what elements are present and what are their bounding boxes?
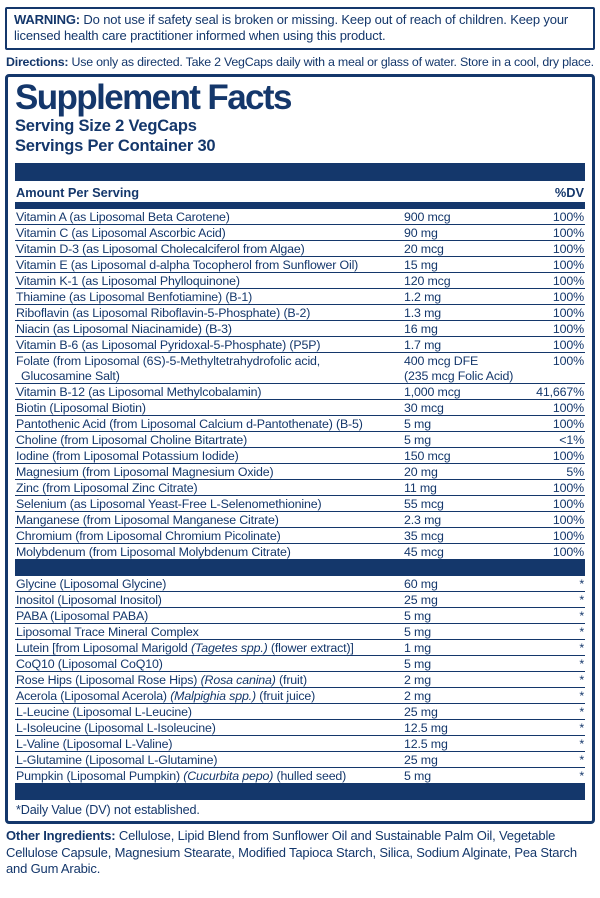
column-header-row	[15, 181, 585, 202]
ingredient-name: Iodine (from Liposomal Potassium Iodide)	[16, 448, 239, 463]
ingredient-dv: 5%	[566, 464, 584, 479]
ingredient-name: L-Leucine (Liposomal L-Leucine)	[16, 704, 192, 719]
ingredient-dv: *	[579, 608, 584, 623]
ingredient-amount: 120 mcg	[404, 273, 451, 288]
vitamins-minerals-section	[15, 209, 585, 559]
table-row	[15, 241, 585, 257]
ingredient-dv: 100%	[552, 512, 584, 527]
table-row	[15, 576, 585, 592]
table-row	[15, 448, 585, 464]
ingredient-amount: 11 mg	[404, 480, 437, 495]
ingredient-name: PABA (Liposomal PABA)	[16, 608, 149, 623]
ingredient-amount: 25 mg	[404, 592, 438, 607]
ingredient-name: Pantothenic Acid (from Liposomal Calcium d-Pantothenate) (B-5)	[16, 416, 363, 431]
ingredient-amount: 20 mcg	[404, 241, 444, 256]
ingredient-name: L-Glutamine (Liposomal L-Glutamine)	[16, 752, 218, 767]
ingredient-dv: <1%	[559, 432, 584, 447]
ingredient-amount: 2 mg	[404, 688, 431, 703]
table-row	[15, 512, 585, 528]
ingredient-name: Manganese (from Liposomal Manganese Citrate)	[16, 512, 279, 527]
ingredient-dv: 100%	[552, 544, 584, 559]
ingredient-amount: 1,000 mcg	[404, 384, 461, 399]
ingredient-amount: 35 mcg	[404, 528, 444, 543]
table-row	[15, 704, 585, 720]
dv-header: %DV	[554, 185, 584, 200]
ingredient-amount: 30 mcg	[404, 400, 444, 415]
table-row	[15, 432, 585, 448]
ingredient-amount: 5 mg	[404, 768, 431, 783]
ingredient-name: Rose Hips (Liposomal Rose Hips) (Rosa canina) (fruit)	[16, 672, 307, 687]
ingredient-amount: 150 mcg	[404, 448, 451, 463]
ingredient-name: Biotin (Liposomal Biotin)	[16, 400, 146, 415]
ingredient-dv: 100%	[552, 448, 584, 463]
table-row	[15, 608, 585, 624]
ingredient-name: Choline (from Liposomal Choline Bitartrate)	[16, 432, 248, 447]
other-ingredients-text: Cellulose, Lipid Blend from Sunflower Oil and Sustainable Palm Oil, Vegetable Cellulose Capsule, Magnesium Stearate, Modified Tapioca Starch, Silica, Sodium Alginate, Pea Starch and Gum Arabic.	[6, 828, 577, 876]
ingredient-name: Vitamin B-6 (as Liposomal Pyridoxal-5-Phosphate) (P5P)	[16, 337, 321, 352]
table-row	[15, 592, 585, 608]
supplement-facts-title: Supplement Facts	[15, 78, 291, 117]
bottom-divider-bar	[15, 783, 585, 800]
ingredient-amount: 20 mg	[404, 464, 438, 479]
ingredient-dv: 100%	[552, 337, 584, 352]
ingredient-amount: 5 mg	[404, 432, 431, 447]
ingredient-amount: 5 mg	[404, 416, 431, 431]
ingredient-dv: *	[579, 768, 584, 783]
ingredient-dv: *	[579, 624, 584, 639]
table-row	[15, 464, 585, 480]
ingredient-name: Molybdenum (from Liposomal Molybdenum Citrate)	[16, 544, 291, 559]
ingredient-name: Selenium (as Liposomal Yeast-Free L-Selenomethionine)	[16, 496, 322, 511]
warning-text: Do not use if safety seal is broken or missing. Keep out of reach of children. Keep your licensed health care practitioner informed when using this product.	[14, 12, 569, 43]
table-row	[15, 752, 585, 768]
ingredient-name: Niacin (as Liposomal Niacinamide) (B-3)	[16, 321, 232, 336]
ingredient-dv: *	[579, 688, 584, 703]
ingredient-amount: 12.5 mg	[404, 720, 448, 735]
table-row	[15, 656, 585, 672]
table-row	[15, 416, 585, 432]
ingredient-name: L-Valine (Liposomal L-Valine)	[16, 736, 173, 751]
ingredient-dv: 100%	[552, 480, 584, 495]
ingredient-amount: 400 mcg DFE (235 mcg Folic Acid)	[404, 353, 514, 383]
ingredient-dv: 100%	[552, 305, 584, 320]
table-row	[15, 640, 585, 656]
ingredient-dv: *	[579, 704, 584, 719]
ingredient-dv: 100%	[552, 273, 584, 288]
ingredient-name: CoQ10 (Liposomal CoQ10)	[16, 656, 163, 671]
ingredient-dv: *	[579, 576, 584, 591]
ingredient-amount: 16 mg	[404, 321, 438, 336]
ingredient-name: Inositol (Liposomal Inositol)	[16, 592, 162, 607]
ingredient-amount: 25 mg	[404, 704, 438, 719]
ingredient-name: Vitamin A (as Liposomal Beta Carotene)	[16, 209, 230, 224]
ingredient-amount: 55 mcg	[404, 496, 444, 511]
ingredient-amount: 90 mg	[404, 225, 438, 240]
ingredient-name: Vitamin K-1 (as Liposomal Phylloquinone)	[16, 273, 240, 288]
ingredient-name: Liposomal Trace Mineral Complex	[16, 624, 199, 639]
table-row	[15, 321, 585, 337]
supplement-facts-panel	[5, 74, 595, 824]
ingredient-amount: 25 mg	[404, 752, 438, 767]
ingredient-name: Vitamin B-12 (as Liposomal Methylcobalamin)	[16, 384, 262, 399]
ingredient-dv: *	[579, 736, 584, 751]
servings-per-container: Servings Per Container 30	[15, 136, 216, 155]
ingredient-name: Glycine (Liposomal Glycine)	[16, 576, 167, 591]
ingredient-dv: *	[579, 752, 584, 767]
ingredient-name: Thiamine (as Liposomal Benfotiamine) (B-1)	[16, 289, 253, 304]
ingredient-dv: 100%	[552, 289, 584, 304]
table-row	[15, 305, 585, 321]
table-row	[15, 384, 585, 400]
section-divider-bar	[15, 559, 585, 576]
table-row	[15, 624, 585, 640]
ingredient-name: Zinc (from Liposomal Zinc Citrate)	[16, 480, 198, 495]
table-row	[15, 672, 585, 688]
directions	[6, 55, 596, 70]
table-row	[15, 209, 585, 225]
table-row	[15, 353, 585, 384]
ingredient-amount: 12.5 mg	[404, 736, 448, 751]
table-row	[15, 736, 585, 752]
ingredient-dv: *	[579, 592, 584, 607]
table-row	[15, 337, 585, 353]
directions-label: Directions:	[6, 55, 69, 69]
ingredient-name: Magnesium (from Liposomal Magnesium Oxide)	[16, 464, 274, 479]
other-ingredients-label: Other Ingredients:	[6, 828, 116, 843]
table-row	[15, 528, 585, 544]
ingredient-amount: 15 mg	[404, 257, 438, 272]
table-row	[15, 273, 585, 289]
other-ingredients	[6, 828, 595, 878]
ingredient-name: Chromium (from Liposomal Chromium Picolinate)	[16, 528, 281, 543]
ingredient-dv: 100%	[552, 416, 584, 431]
ingredient-amount: 1.3 mg	[404, 305, 441, 320]
ingredient-amount: 1.7 mg	[404, 337, 441, 352]
table-row	[15, 480, 585, 496]
ingredient-name: Vitamin C (as Liposomal Ascorbic Acid)	[16, 225, 226, 240]
ingredient-dv: *	[579, 720, 584, 735]
mid-divider-bar	[15, 202, 585, 209]
table-row	[15, 289, 585, 305]
directions-text: Use only as directed. Take 2 VegCaps daily with a meal or glass of water. Store in a cool, dry place.	[68, 55, 594, 69]
ingredient-dv: *	[579, 640, 584, 655]
ingredient-amount: 45 mcg	[404, 544, 444, 559]
ingredient-name: L-Isoleucine (Liposomal L-Isoleucine)	[16, 720, 216, 735]
ingredient-amount: 5 mg	[404, 624, 431, 639]
table-row	[15, 257, 585, 273]
ingredient-amount: 60 mg	[404, 576, 438, 591]
warning-label: WARNING:	[14, 12, 80, 27]
ingredient-name: Vitamin D-3 (as Liposomal Cholecalciferol from Algae)	[16, 241, 305, 256]
ingredient-dv: *	[579, 656, 584, 671]
ingredient-amount: 2 mg	[404, 672, 431, 687]
ingredient-dv: 100%	[552, 400, 584, 415]
serving-size: Serving Size 2 VegCaps	[15, 117, 197, 135]
warning-box	[5, 7, 595, 50]
table-row	[15, 720, 585, 736]
ingredient-dv: 100%	[552, 353, 584, 368]
ingredient-dv: 100%	[552, 209, 584, 224]
ingredient-dv: 41,667%	[536, 384, 584, 399]
ingredient-dv: 100%	[552, 528, 584, 543]
ingredient-amount: 1.2 mg	[404, 289, 441, 304]
table-row	[15, 400, 585, 416]
ingredient-amount: 5 mg	[404, 656, 431, 671]
ingredient-dv: 100%	[552, 496, 584, 511]
ingredient-dv: 100%	[552, 257, 584, 272]
amount-per-serving-header: Amount Per Serving	[16, 185, 140, 200]
ingredient-amount: 900 mcg	[404, 209, 451, 224]
ingredient-name: Lutein [from Liposomal Marigold (Tagetes spp.) (flower extract)]	[16, 640, 354, 655]
ingredient-name: Folate (from Liposomal (6S)-5-Methyltetrahydrofolic acid, Glucosamine Salt)	[16, 353, 321, 383]
ingredient-dv: 100%	[552, 321, 584, 336]
table-row	[15, 225, 585, 241]
ingredient-amount: 1 mg	[404, 640, 431, 655]
thick-divider-bar	[15, 163, 585, 181]
ingredient-name: Acerola (Liposomal Acerola) (Malpighia spp.) (fruit juice)	[16, 688, 316, 703]
ingredient-name: Pumpkin (Liposomal Pumpkin) (Cucurbita pepo) (hulled seed)	[16, 768, 347, 783]
table-row	[15, 544, 585, 559]
ingredient-name: Vitamin E (as Liposomal d-alpha Tocopherol from Sunflower Oil)	[16, 257, 359, 272]
ingredient-amount: 2.3 mg	[404, 512, 441, 527]
ingredient-dv: *	[579, 672, 584, 687]
table-row	[15, 768, 585, 783]
ingredient-dv: 100%	[552, 241, 584, 256]
table-row	[15, 496, 585, 512]
extras-section	[15, 576, 585, 783]
table-row	[15, 688, 585, 704]
ingredient-amount: 5 mg	[404, 608, 431, 623]
ingredient-name: Riboflavin (as Liposomal Riboflavin-5-Phosphate) (B-2)	[16, 305, 311, 320]
ingredient-dv: 100%	[552, 225, 584, 240]
daily-value-footnote: *Daily Value (DV) not established.	[16, 803, 200, 817]
